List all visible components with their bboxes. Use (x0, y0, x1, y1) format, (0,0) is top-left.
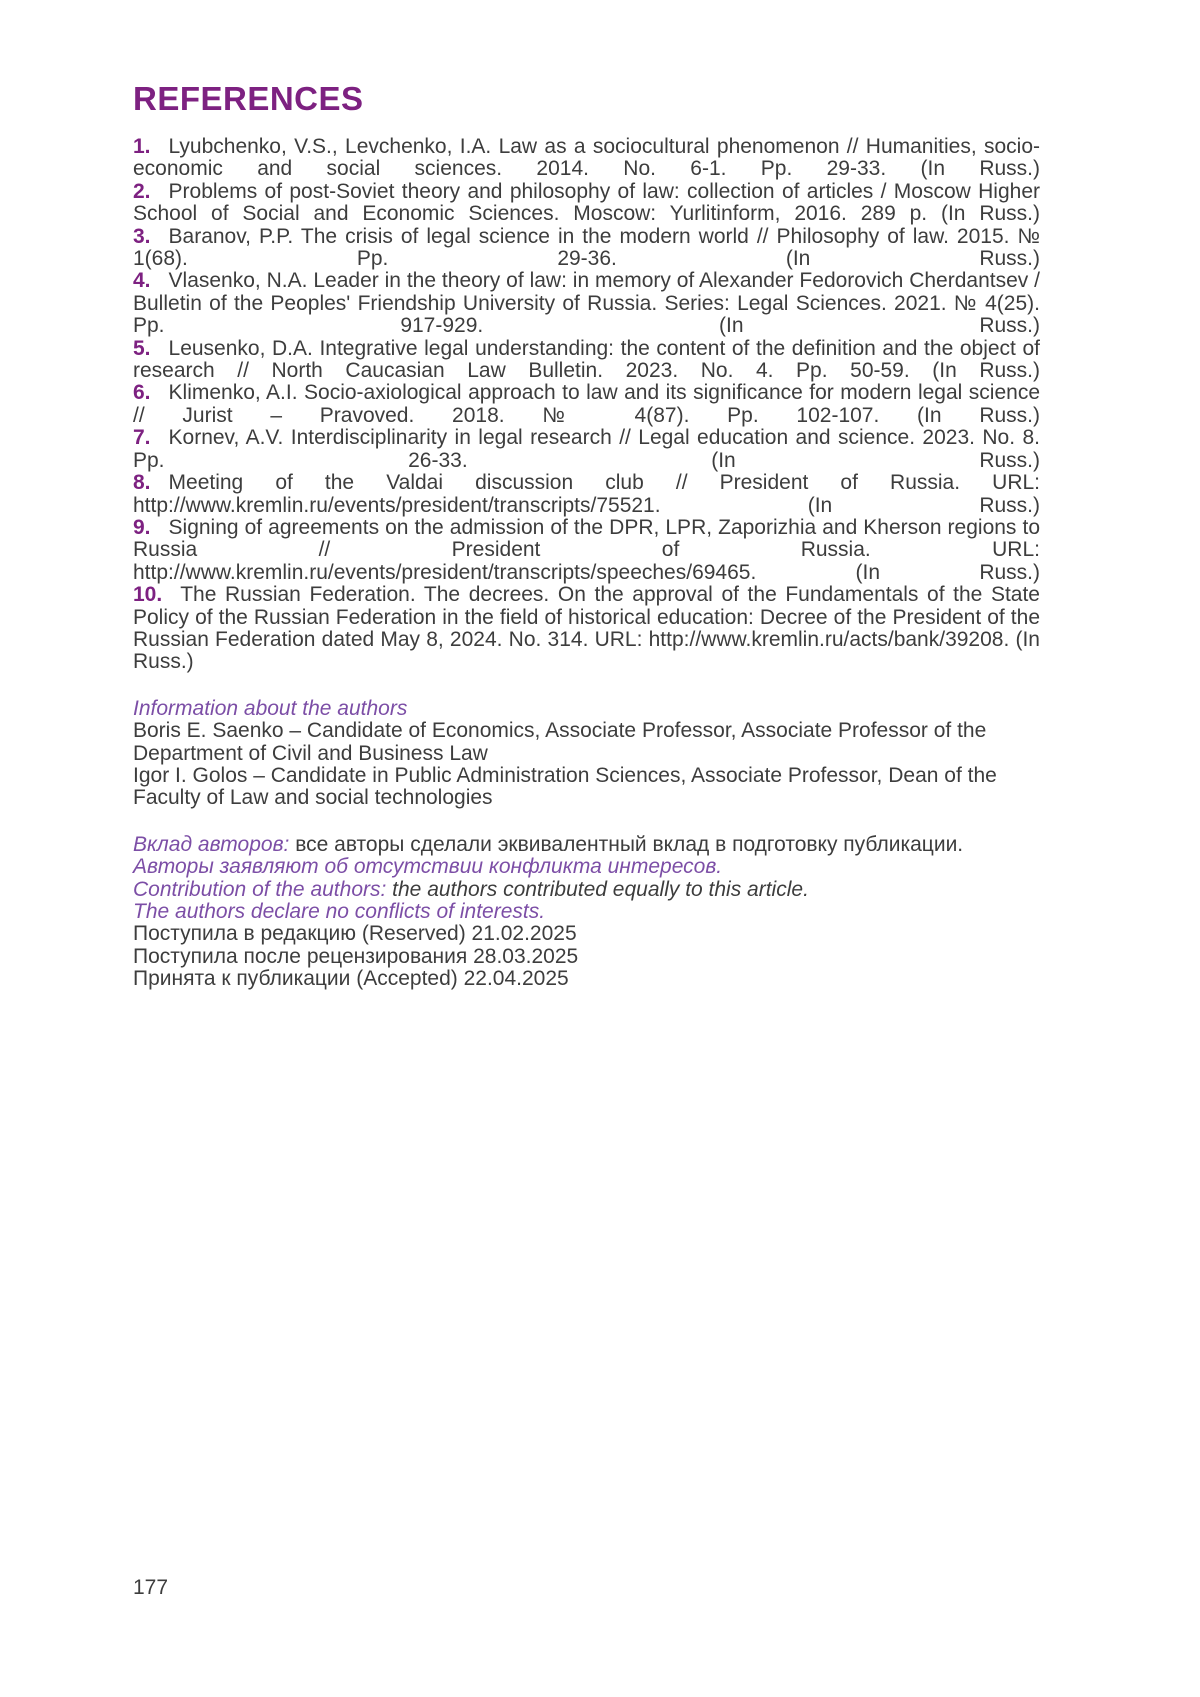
reference-number: 9. (133, 515, 151, 539)
reference-item (133, 472, 1040, 517)
page-content (133, 82, 1040, 991)
conflict-statement-ru: Авторы заявляют об отсутствии конфликта интересов. (133, 855, 723, 879)
contribution-section (133, 834, 1040, 991)
contribution-ru-text: все авторы сделали эквивалентный вклад в подготовку публикации. (289, 832, 964, 856)
references-title: REFERENCES (133, 80, 364, 117)
reference-text: Baranov, P.P. The crisis of legal science in the modern world // Philosophy of law. 2015. № 1(68). Pp. 29-36. (In Russ.) (133, 224, 1040, 271)
author-entry: Boris E. Saenko – Candidate of Economics, Associate Professor, Associate Professor of the Department of Civil and Business Law (133, 719, 987, 765)
date-accepted: Принята к публикации (Accepted) 22.04.2025 (133, 967, 569, 991)
reference-item (133, 584, 1040, 674)
reference-number: 6. (133, 381, 151, 405)
reference-number: 7. (133, 426, 151, 450)
reference-text: Problems of post-Soviet theory and philosophy of law: collection of articles / Moscow Higher School of Social and Economic Sciences. Moscow: Yurlitinform, 2016. 289 p. (In Russ.) (133, 179, 1040, 226)
reference-item (133, 427, 1040, 472)
contribution-ru-label: Вклад авторов: (133, 832, 290, 856)
reference-number: 2. (133, 179, 151, 203)
reference-text: Kornev, A.V. Interdisciplinarity in legal research // Legal education and science. 2023. No. 8. Pp. 26-33. (In Russ.) (133, 426, 1040, 472)
date-revised: Поступила после рецензирования 28.03.2025 (133, 944, 579, 968)
reference-text: Leusenko, D.A. Integrative legal understanding: the content of the definition and the object of research // North Caucasian Law Bulletin. 2023. No. 4. Pp. 50-59. (In Russ.) (133, 336, 1040, 383)
conflict-statement-en: The authors declare no conflicts of interests. (133, 900, 546, 923)
reference-number: 8. (133, 471, 151, 495)
reference-number: 10. (133, 583, 163, 607)
reference-text: The Russian Federation. The decrees. On the approval of the Fundamentals of the State Policy of the Russian Federation in the field of historical education: Decree of the President of the Russian Federation dated May 8, 2024. No. 314. URL: http://www.kremlin.ru/acts/bank/39208. (In Russ.) (133, 583, 1040, 674)
reference-text: Klimenko, A.I. Socio-axiological approach to law and its significance for modern legal science // Jurist – Pravoved. 2018. № 4(87). Pp. 102-107. (In Russ.) (133, 381, 1040, 427)
reference-item (133, 270, 1040, 337)
authors-info-section (133, 698, 1040, 810)
contribution-en-label: Contribution of the authors: (133, 877, 387, 901)
reference-number: 1. (133, 135, 151, 158)
reference-text: Meeting of the Valdai discussion club // President of Russia. URL: http://www.kremlin.ru/events/president/transcripts/75521. (In Russ.) (133, 471, 1040, 517)
contribution-en (133, 879, 1040, 901)
reference-item (133, 226, 1040, 271)
date-received: Поступила в редакцию (Reserved) 21.02.2025 (133, 922, 577, 946)
reference-item (133, 136, 1040, 181)
reference-text: Lyubchenko, V.S., Levchenko, I.A. Law as a sociocultural phenomenon // Humanities, socio-economic and social sciences. 2014. No. 6-1. Pp. 29-33. (In Russ.) (133, 135, 1040, 181)
reference-item (133, 382, 1040, 427)
reference-item (133, 338, 1040, 383)
author-entry: Igor I. Golos – Candidate in Public Administration Sciences, Associate Professor, Dean of the Faculty of Law and social technologies (133, 763, 997, 810)
reference-text: Vlasenko, N.A. Leader in the theory of law: in memory of Alexander Fedorovich Cherdantsev / Bulletin of the Peoples' Friendship University of Russia. Series: Legal Sciences. 2021. № 4(25). Pp. 917-929. (In Russ.) (133, 269, 1040, 338)
reference-number: 4. (133, 269, 151, 293)
reference-number: 5. (133, 336, 151, 360)
page-number: 177 (133, 1576, 169, 1599)
authors-info-heading: Information about the authors (133, 696, 408, 720)
reference-item (133, 517, 1040, 584)
reference-text: Signing of agreements on the admission of the DPR, LPR, Zaporizhia and Kherson regions to Russia // President of Russia. URL: http://www.kremlin.ru/events/president/transcripts/speeches/69465. (In Russ.) (133, 515, 1040, 584)
reference-item (133, 181, 1040, 226)
reference-number: 3. (133, 224, 151, 248)
references-list (133, 136, 1040, 674)
contribution-en-text: the authors contributed equally to this article. (386, 877, 809, 901)
contribution-ru (133, 834, 1040, 856)
